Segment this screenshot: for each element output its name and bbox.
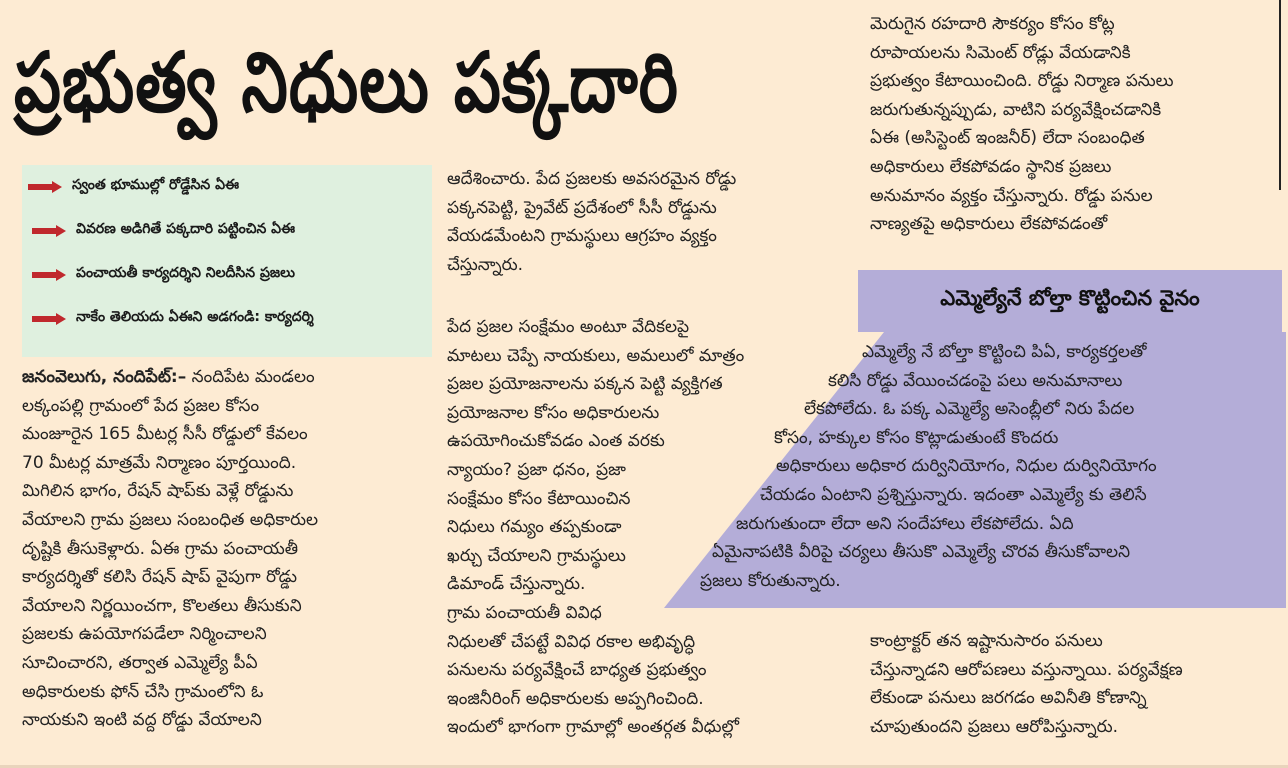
text-line: అనుమానం వ్యక్తం చేస్తున్నారు. రోడ్డు పనుల bbox=[870, 185, 1153, 206]
text-line: అధికారులు అధికార దుర్వినియోగం, నిధుల దుర్వినియోగం bbox=[776, 456, 1157, 477]
text-line: ఉపయోగించుకోవడం ఎంత వరకు bbox=[447, 431, 665, 452]
text-line: డిమాండ్ చేస్తున్నారు. bbox=[447, 574, 586, 595]
text-line: సంక్షేమం కోసం కేటాయించిన bbox=[447, 488, 631, 509]
section-heading-text: ఎమ్మెల్యేనే బోల్తా కొట్టించిన వైనం bbox=[940, 286, 1200, 310]
text-line: ప్రభుత్వం కేటాయించింది. రోడ్డు నిర్మాణ పనులు bbox=[870, 71, 1174, 92]
purple-text-block bbox=[664, 338, 1284, 595]
text-line: కార్యదర్శితో కలిసి రేషన్ షాప్ వైపుగా రోడ్డు bbox=[22, 567, 298, 588]
highlight-text: నాకేం తెలియదు ఏఈని అడగండి: కార్యదర్శి bbox=[76, 309, 314, 325]
text-line: ప్రజల ప్రయోజనాలను పక్కన పెట్టి వ్యక్తిగత bbox=[447, 374, 723, 395]
text-line: వేయాలని నిర్ణయించగా, కొలతలు తీసుకుని bbox=[22, 595, 302, 616]
highlight-text: వివరణ అడిగితే పక్కదారి పట్టించిన ఏఈ bbox=[76, 221, 296, 237]
text-line: ఇంజినీరింగ్ అధికారులకు అప్పగించింది. bbox=[447, 688, 704, 709]
highlight-item bbox=[32, 221, 295, 240]
text-line: ఎమ్మెల్యే నే బోల్తా కొట్టించి పిఏ, కార్యకర్తలతో bbox=[862, 342, 1147, 362]
text-line: న్యాయం? ప్రజా ధనం, ప్రజా bbox=[447, 459, 626, 480]
column-3-bottom bbox=[870, 627, 1280, 741]
highlight-text: పంచాయతీ కార్యదర్శిని నిలదీసిన ప్రజలు bbox=[76, 265, 295, 281]
text-line: లేకుండా పనులు జరగడం అవినీతి కోణాన్ని bbox=[870, 688, 1147, 709]
text-line: మంజూరైన 165 మీటర్ల సీసీ రోడ్డులో కేవలం bbox=[22, 424, 308, 445]
text-line: నిధులు గమ్యం తప్పకుండా bbox=[447, 517, 622, 538]
text-line: ఏఈ (అసిస్టెంట్ ఇంజనీర్) లేదా సంబంధిత bbox=[870, 128, 1145, 149]
highlight-item bbox=[28, 177, 239, 196]
text-line: రూపాయలను సిమెంట్ రోడ్లు వేయడానికి bbox=[870, 42, 1131, 63]
text-line: ఏమైనాపటికి వీరిపై చర్యలు తీసుకొ ఎమ్మెల్యే చొరవ తీసుకోవాలని bbox=[712, 542, 1131, 563]
section-heading bbox=[858, 270, 1282, 332]
text-line: లేకపోలేదు. ఓ పక్క ఎమ్మెల్యే అసెంబ్లీలో నిరు పేదల bbox=[804, 399, 1135, 420]
text-line: నాణ్యతపై అధికారులు లేకపోవడంతో bbox=[870, 214, 1108, 235]
arrow-icon bbox=[32, 313, 66, 325]
text-line: అధికారులు లేకపోవడం స్థానిక ప్రజలు bbox=[870, 156, 1112, 177]
text-line: ఇందులో భాగంగా గ్రామాల్లో అంతర్గత వీధుల్లో bbox=[447, 717, 740, 738]
text-line: నాయకుని ఇంటి వద్ద రోడ్డు వేయాలని bbox=[22, 710, 262, 731]
text-line: ప్రజలకు ఉపయోగపడేలా నిర్మించాలని bbox=[22, 624, 267, 645]
text-line: 70 మీటర్ల మాత్రమే నిర్మాణం పూర్తయింది. bbox=[22, 452, 297, 473]
text-line: పనులను పర్యవేక్షించే బాధ్యత ప్రభుత్వం bbox=[447, 660, 707, 681]
text-line: ఆదేశించారు. పేద ప్రజలకు అవసరమైన రోడ్డు bbox=[447, 169, 737, 189]
text-line: సూచించారని, తర్వాత ఎమ్మెల్యే పీఏ bbox=[22, 652, 258, 673]
text-line: కలిసి రోడ్డు వేయించడంపై పలు అనుమానాలు bbox=[828, 370, 1123, 391]
column-rule bbox=[1279, 0, 1281, 190]
headline: ప్రభుత్వ నిధులు పక్కదారి bbox=[14, 34, 679, 131]
text-line: జరుగుతుందా లేదా అని సందేహాలు లేకపోలేదు. ఏది bbox=[736, 513, 1074, 534]
text-line: వేయాలని గ్రామ ప్రజలు సంబంధిత అధికారుల bbox=[22, 509, 319, 530]
text-line: గ్రామ పంచాయతీ వివిధ bbox=[447, 602, 602, 623]
purple-section bbox=[664, 332, 1286, 608]
highlights-box bbox=[22, 165, 432, 357]
highlight-item bbox=[32, 265, 295, 284]
text-line: జరుగుతున్నప్పుడు, వాటిని పర్యవేక్షించడానికి bbox=[870, 99, 1162, 120]
highlight-text: స్వంత భూముల్లో రోడ్డేసిన ఏఈ bbox=[72, 177, 239, 193]
arrow-icon bbox=[32, 225, 66, 237]
text-line: చేయడం ఏంటాని ప్రశ్నిస్తున్నారు. ఇదంతా ఎమ్మెల్యే కు తెలిసే bbox=[760, 484, 1147, 505]
column-3-top bbox=[870, 10, 1270, 239]
text-line: చేస్తున్నాడని ఆరోపణలు వస్తున్నాయి. పర్యవేక్షణ bbox=[870, 659, 1183, 680]
text-line: మిగిలిన భాగం, రేషన్ షాప్‌కు వెళ్లే రోడ్డును bbox=[22, 481, 294, 502]
text-line: దృష్టికి తీసుకెళ్లారు. ఏఈ గ్రామ పంచాయతీ bbox=[22, 538, 298, 559]
column-2-top bbox=[447, 165, 847, 279]
text-line: పక్కనపెట్టి, ప్రైవేట్ ప్రదేశంలో సీసీ రోడ్డును bbox=[447, 197, 717, 218]
text-line: కాంట్రాక్టర్ తన ఇష్టానుసారం పనులు bbox=[870, 631, 1103, 651]
arrow-icon bbox=[32, 269, 66, 281]
text-line: పేద ప్రజల సంక్షేమం అంటూ వేదికలపై bbox=[447, 317, 690, 337]
text-line: కోసం, హక్కుల కోసం కొట్లాడుతుంటే కొందరు bbox=[774, 427, 1059, 448]
text-line: వేయడమేంటని గ్రామస్థులు ఆగ్రహం వ్యక్తం bbox=[447, 226, 717, 247]
arrow-icon bbox=[28, 181, 62, 193]
text-line: మాటలు చెప్పే నాయకులు, అమలులో మాత్రం bbox=[447, 345, 745, 366]
text-line: లక్కంపల్లి గ్రామంలో పేద ప్రజల కోసం bbox=[22, 395, 260, 416]
text-line: చేస్తున్నారు. bbox=[447, 254, 523, 275]
text-line: అధికారులకు ఫోన్ చేసి గ్రామంలోని ఓ bbox=[22, 681, 264, 702]
text-line: ప్రయోజనాల కోసం అధికారులను bbox=[447, 402, 660, 423]
text-line: ప్రజలు కోరుతున్నారు. bbox=[700, 570, 841, 591]
text-line: మెరుగైన రహదారి సౌకర్యం కోసం కోట్ల bbox=[870, 14, 1115, 34]
column-1 bbox=[22, 363, 430, 735]
highlight-item bbox=[32, 309, 314, 328]
dateline: జనంవెలుగు, నందిపేట్:– bbox=[22, 367, 187, 387]
text-line: నిధులతో చేపట్టే వివిధ రకాల అభివృద్ధి bbox=[447, 631, 696, 652]
text-line: ఖర్చు చేయాలని గ్రామస్థులు bbox=[447, 545, 626, 566]
text-line: చూపుతుందని ప్రజలు ఆరోపిస్తున్నారు. bbox=[870, 716, 1119, 737]
text-line: జనంవెలుగు, నందిపేట్:– నందిపేట మండలం bbox=[22, 367, 315, 387]
